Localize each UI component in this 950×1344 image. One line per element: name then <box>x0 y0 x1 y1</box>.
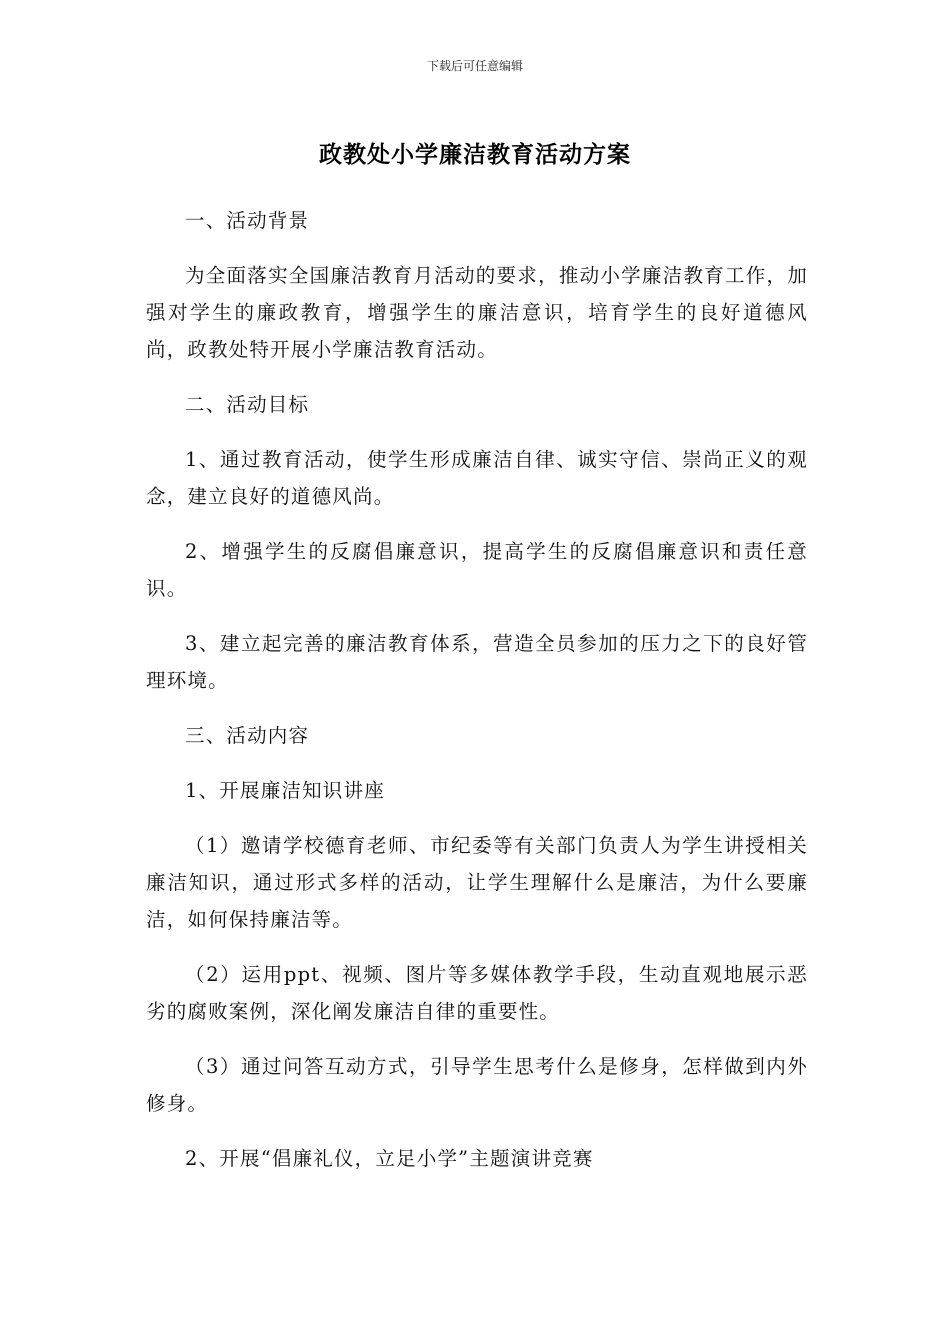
content-item-2: 2、开展“倡廉礼仪，立足小学”主题演讲竞赛 <box>185 1147 594 1170</box>
goal-item-1: 1、通过教育活动，使学生形成廉洁自律、诚实守信、崇尚正义的观念，建立良好的道德风尚。 <box>146 448 808 508</box>
document-body <box>146 202 808 1195</box>
section-heading-background: 一、活动背景 <box>185 209 310 232</box>
paragraph-background: 为全面落实全国廉洁教育月活动的要求，推动小学廉洁教育工作，加强对学生的廉政教育，增强学生的廉洁意识，培育学生的良好道德风尚，政教处特开展小学廉洁教育活动。 <box>146 264 808 361</box>
goal-item-2: 2、增强学生的反腐倡廉意识，提高学生的反腐倡廉意识和责任意识。 <box>146 540 808 600</box>
content-subitem-1: （1）邀请学校德育老师、市纪委等有关部门负责人为学生讲授相关廉洁知识，通过形式多样的活动，让学生理解什么是廉洁，为什么要廉洁，如何保持廉洁等。 <box>146 834 808 931</box>
content-subitem-2: （2）运用ppt、视频、图片等多媒体教学手段，生动直观地展示恶劣的腐败案例，深化阐发廉洁自律的重要性。 <box>146 963 808 1023</box>
document-title: 政教处小学廉洁教育活动方案 <box>319 142 631 168</box>
header-note: 下载后可任意编辑 <box>426 59 523 73</box>
content-item-1: 1、开展廉洁知识讲座 <box>185 779 385 802</box>
section-heading-goals: 二、活动目标 <box>185 393 310 416</box>
goal-item-3: 3、建立起完善的廉洁教育体系，营造全员参加的压力之下的良好管理环境。 <box>146 632 808 692</box>
section-heading-content: 三、活动内容 <box>185 724 310 747</box>
content-subitem-3: （3）通过问答互动方式，引导学生思考什么是修身，怎样做到内外修身。 <box>146 1055 808 1115</box>
